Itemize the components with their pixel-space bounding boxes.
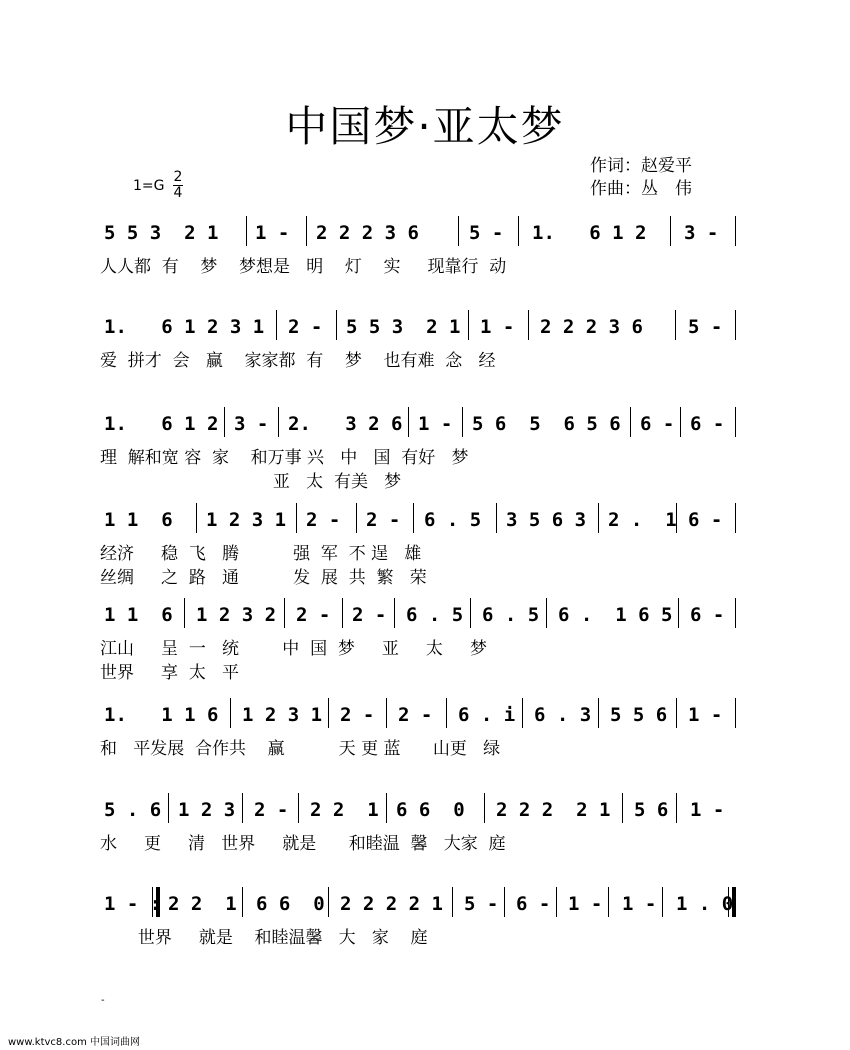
lyrics-line: 人人都 有 梦 梦想是 明 灯 实 现靠行 动 — [100, 257, 507, 277]
measure: 1 - : — [104, 893, 162, 915]
measure: 6 . i — [458, 704, 516, 726]
measure: 6 . 5 — [482, 604, 540, 626]
measure: 6 . 1 6 5 — [558, 604, 673, 626]
measure: 2 - — [296, 604, 331, 626]
lyrics-line-1: 理 解和宽 容 家 和万事 兴 中 国 有好 梦 — [100, 448, 469, 468]
time-sig-bottom: 4 — [173, 185, 183, 201]
measure: 1 - — [690, 799, 725, 821]
measure: 5 5 3 2 1 — [104, 222, 219, 244]
lyrics-line: 世界 就是 和睦温馨 大 家 庭 — [100, 928, 428, 948]
measure: 3 5 6 3 — [506, 509, 587, 531]
measure: 5 5 3 2 1 — [346, 316, 461, 338]
measure: 6 - — [640, 413, 675, 435]
measure: 6 - — [690, 604, 725, 626]
measure: 1 - — [480, 316, 515, 338]
lyrics-line-2: 亚 太 有美 梦 — [100, 472, 402, 492]
composer: 作曲：丛 伟 — [590, 179, 692, 199]
notes-row — [100, 222, 740, 252]
measure: 6 . 5 — [406, 604, 464, 626]
measure: 2 2 2 2 1 — [340, 893, 443, 915]
measure: 1 - — [255, 222, 290, 244]
notes-row — [100, 604, 740, 634]
measure: 2 - — [288, 316, 323, 338]
lyrics-line-2: 丝绸 之 路 通 发 展 共 繁 荣 — [100, 568, 427, 588]
measure: 1. 1 1 6 — [104, 704, 219, 726]
measure: 2 . 1 — [608, 509, 677, 531]
notes-row — [100, 704, 740, 734]
measure: 2 2 2 2 1 — [496, 799, 611, 821]
measure: 3 - — [234, 413, 269, 435]
lyrics-line-1: 江山 呈 一 统 中 国 梦 亚 太 梦 — [100, 639, 487, 659]
lyrics-line: 和 平发展 合作共 赢 天 更 蓝 山更 绿 — [100, 739, 501, 759]
lyrics-line-2: 世界 享 太 平 — [100, 663, 240, 683]
measure: 5 . 6 — [104, 799, 162, 821]
measure: 6 . 5 — [424, 509, 482, 531]
measure: 6 . 3 — [534, 704, 592, 726]
measure: 5 - — [469, 222, 504, 244]
measure: 5 6 5 6 5 6 — [472, 413, 621, 435]
measure: 2 - — [340, 704, 375, 726]
time-signature — [172, 170, 184, 201]
measure: 1 1 6 — [104, 509, 173, 531]
measure: 1 1 6 — [104, 604, 173, 626]
measure: 2 - — [352, 604, 387, 626]
measure: 2 - — [398, 704, 433, 726]
stave-row-7 — [100, 799, 740, 853]
measure: 1 - — [622, 893, 657, 915]
measure: 1. 6 1 2 — [532, 222, 647, 244]
key-signature: 1=G — [133, 178, 165, 194]
measure: 6 - — [690, 413, 725, 435]
measure: 2 2 1 — [310, 799, 379, 821]
stave-row-5 — [100, 604, 740, 682]
notes-row — [100, 413, 740, 443]
time-sig-top: 2 — [173, 169, 183, 185]
measure: 2 - — [366, 509, 401, 531]
stave-row-1 — [100, 222, 740, 276]
stave-row-4 — [100, 509, 740, 587]
measure: 2 2 2 3 6 — [540, 316, 643, 338]
measure: 2 - — [254, 799, 289, 821]
measure: 1. 6 1 2 3 1 — [104, 316, 265, 338]
measure: 6 6 0 — [256, 893, 325, 915]
measure: 5 - — [464, 893, 499, 915]
notes-row — [100, 893, 740, 923]
lyrics-line-1: 经济 稳 飞 腾 强 军 不 逞 雄 — [100, 544, 422, 564]
measure: 2. 3 2 6 — [288, 413, 403, 435]
credits — [590, 155, 692, 201]
notes-row — [100, 509, 740, 539]
lyrics-line: 爱 拼才 会 赢 家家都 有 梦 也有难 念 经 — [100, 351, 496, 371]
measure: 3 - — [684, 222, 719, 244]
measure: 5 5 6 — [610, 704, 668, 726]
measure: 1. 6 1 2 — [104, 413, 219, 435]
measure: 1 2 3 2 — [196, 604, 277, 626]
measure: 1 - — [568, 893, 603, 915]
measure: 2 2 2 3 6 — [316, 222, 419, 244]
stave-row-2 — [100, 316, 740, 370]
measure: 2 - — [306, 509, 341, 531]
measure: 1 . 0 — [676, 893, 734, 915]
measure: 6 - — [688, 509, 723, 531]
notes-row — [100, 799, 740, 829]
measure: 6 - — [516, 893, 551, 915]
measure: 5 - — [688, 316, 723, 338]
notes-row — [100, 316, 740, 346]
measure: 1 - — [418, 413, 453, 435]
measure: 1 2 3 1 — [206, 509, 287, 531]
measure: 1 - — [688, 704, 723, 726]
measure: 2 2 1 — [168, 893, 237, 915]
measure: 5 6 — [634, 799, 669, 821]
measure: 1 2 3 — [178, 799, 236, 821]
song-title: 中国梦·亚太梦 — [285, 102, 565, 151]
lyrics-line: 水 更 清 世界 就是 和睦温 馨 大家 庭 — [100, 834, 506, 854]
measure: 1 2 3 1 — [242, 704, 323, 726]
page-mark: - — [101, 995, 105, 1006]
stave-row-6 — [100, 704, 740, 758]
footer-watermark: www.ktvc8.com 中国词曲网 — [8, 1037, 141, 1048]
lyricist: 作词：赵爱平 — [590, 156, 692, 176]
stave-row-3 — [100, 413, 740, 491]
measure: 6 6 0 — [396, 799, 465, 821]
stave-row-8 — [100, 893, 740, 947]
